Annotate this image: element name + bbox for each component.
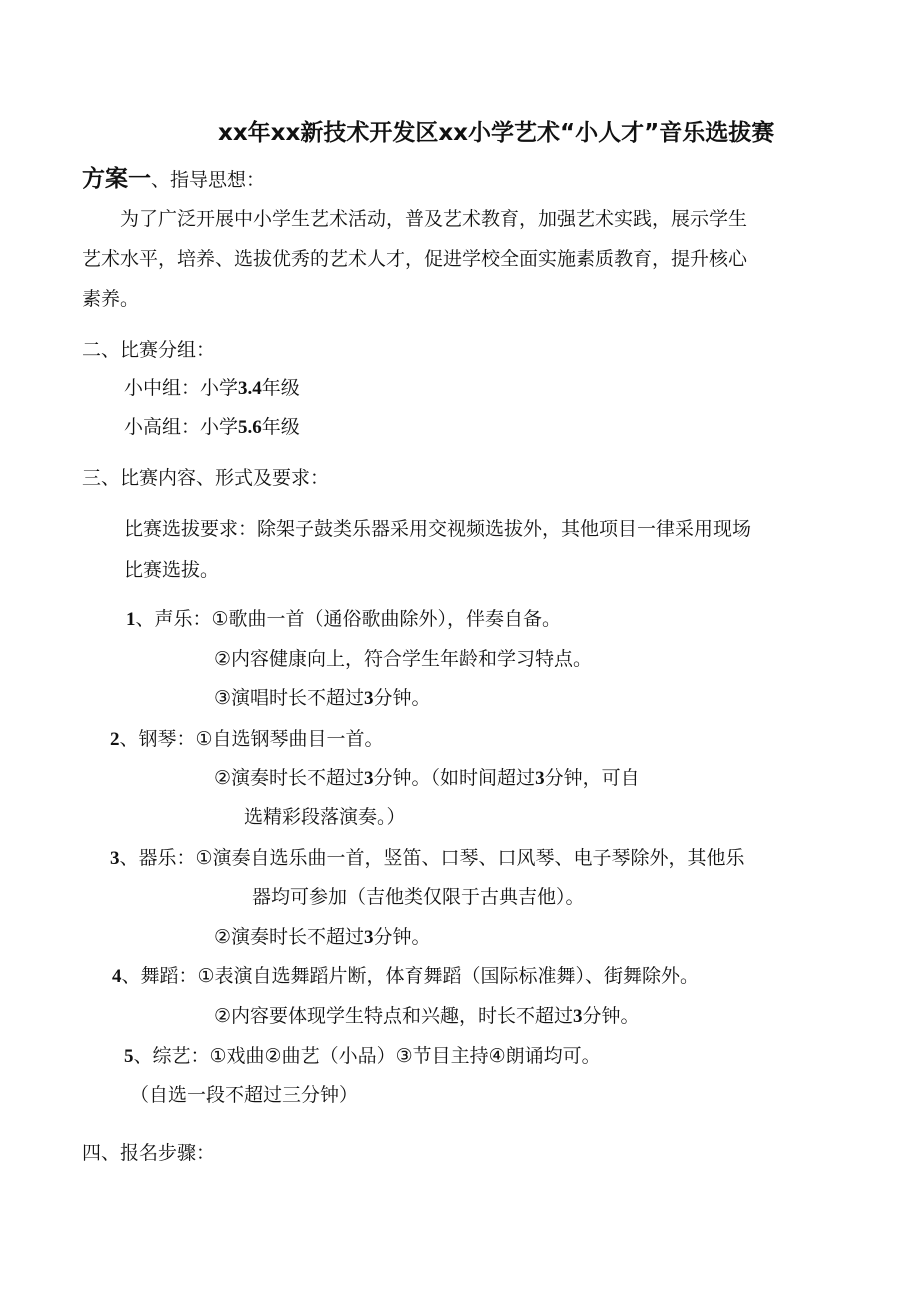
plan-label: 方案一 [82,166,151,192]
text-number: 3 [364,688,374,709]
text-part: 分钟。 [373,687,431,709]
text-number: 3 [535,768,545,789]
item-number: 5 [124,1046,134,1067]
document-title: xx年xx新技术开发区xx小学艺术“小人才”音乐选拔赛 [218,120,775,146]
section1-body-line: 为了广泛开展中小学生艺术活动，普及艺术教育，加强艺术实践，展示学生 [120,208,748,230]
group-grade: 5.6 [238,417,262,438]
item-dance-line2 [214,1003,640,1030]
item-instrument-line3 [214,924,431,951]
section1-body-line: 素养。 [82,288,140,310]
text-number: 3 [364,768,374,789]
group-prefix: 小高组：小学 [124,416,239,438]
item-number: 3 [110,848,120,869]
section1-heading-text: 、指导思想： [151,169,266,191]
item-variety [124,1043,601,1070]
item-dance [112,963,699,990]
item-instrument [110,845,745,872]
section3-intro-line: 比赛选拔。 [124,559,220,581]
text-part: ②演奏时长不超过 [214,767,365,789]
item-vocal-line3 [214,685,431,712]
section2-heading: 二、比赛分组： [82,339,216,361]
item-instrument-line2: 器均可参加（吉他类仅限于古典吉他）。 [252,886,585,908]
item-label: 、综艺：①戏曲②曲艺（小品）③节目主持④朗诵均可。 [133,1045,601,1067]
text-part: ③演唱时长不超过 [214,687,365,709]
text-part: ②演奏时长不超过 [214,926,365,948]
text-part: 分钟。 [373,926,431,948]
section1-body-line: 艺术水平，培养、选拔优秀的艺术人才，促进学校全面实施素质教育，提升核心 [82,248,748,270]
group-suffix: 年级 [261,377,300,399]
text-number: 3 [364,927,374,948]
item-piano-line2 [214,765,640,792]
section3-intro-line: 比赛选拔要求：除架子鼓类乐器采用交视频选拔外，其他项目一律采用现场 [124,518,752,540]
item-label: 、器乐：①演奏自选乐曲一首，竖笛、口琴、口风琴、电子琴除外，其他乐 [119,847,745,869]
item-label: 、声乐：①歌曲一首（通俗歌曲除外），伴奏自备。 [135,608,562,630]
item-vocal [126,606,561,633]
section4-heading: 四、报名步骤： [82,1142,216,1164]
section3-heading: 三、比赛内容、形式及要求： [82,467,330,489]
group-grade: 3.4 [238,378,262,399]
section1-heading [82,166,265,193]
group-suffix: 年级 [261,416,300,438]
item-number: 1 [126,609,136,630]
text-part: 分钟。（如时间超过 [373,767,536,789]
text-part: 分钟。 [582,1005,640,1027]
text-part: ②内容要体现学生特点和兴趣，时长不超过 [214,1005,574,1027]
item-number: 2 [110,729,120,750]
item-piano-line3: 选精彩段落演奏。） [244,806,406,828]
text-part: 分钟，可自 [544,767,640,789]
text-number: 3 [573,1006,583,1027]
item-piano [110,726,384,753]
group-middle [124,375,300,402]
item-variety-line2: （自选一段不超过三分钟） [130,1084,359,1106]
item-label: 、舞蹈：①表演自选舞蹈片断，体育舞蹈（国际标准舞）、街舞除外。 [121,965,700,987]
group-high [124,414,300,441]
item-label: 、钢琴：①自选钢琴曲目一首。 [119,728,384,750]
item-number: 4 [112,966,122,987]
item-vocal-line2: ②内容健康向上，符合学生年龄和学习特点。 [214,648,593,670]
group-prefix: 小中组：小学 [124,377,239,399]
